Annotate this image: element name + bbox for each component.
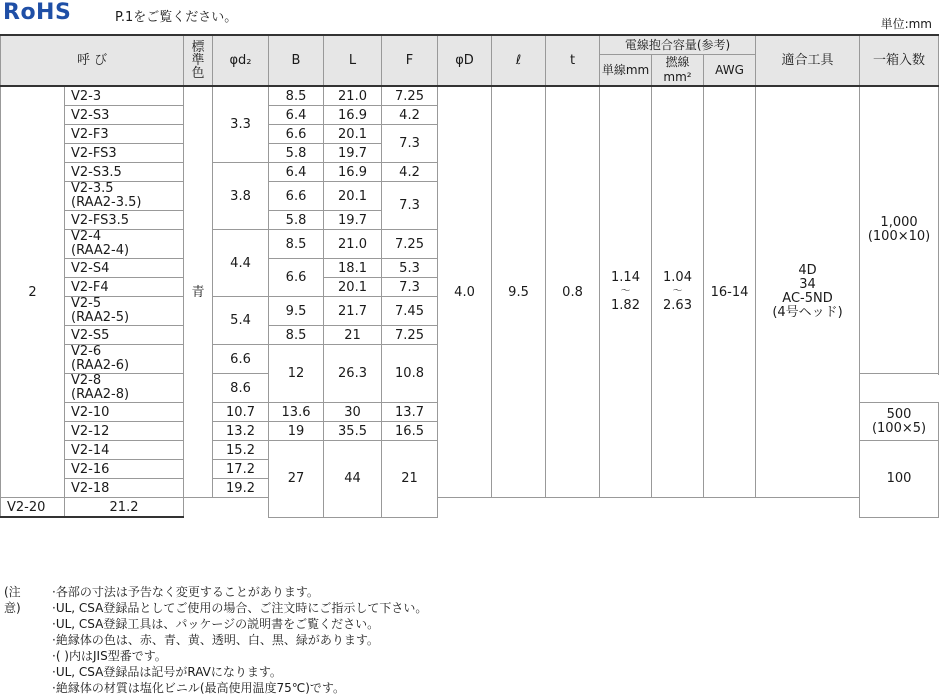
d2-cell: 4.4 [213, 230, 269, 297]
tool-line: (4号ヘッド) [772, 305, 843, 320]
d2-cell: 10.7 [213, 403, 269, 422]
qty-line: 1,000 [880, 215, 918, 230]
qty-100-cell: 100 [860, 441, 939, 518]
spec-table [0, 34, 939, 518]
b-cell: 8.5 [269, 326, 324, 345]
tool-line: AC-5ND [782, 291, 833, 306]
part-name: V2-18 [65, 479, 184, 498]
note-item: ·UL, CSA登録品は記号がRAVになります。 [52, 665, 282, 679]
l-cell: 16.9 [324, 106, 382, 125]
header-b: B [269, 35, 324, 86]
part-name: V2-S3.5 [65, 163, 184, 182]
header-phi-D: φD [438, 35, 492, 86]
qty-500-cell [860, 403, 939, 441]
table-row [1, 498, 939, 518]
d2-cell: 19.2 [213, 479, 269, 498]
color-cell: 青 [184, 86, 213, 498]
table-row [1, 86, 939, 106]
f-cell: 13.7 [382, 403, 438, 422]
part-name: V2-FS3 [65, 144, 184, 163]
part-name-jis: (RAA2-4) [71, 243, 130, 258]
header-l: L [324, 35, 382, 86]
header-ell: ℓ [492, 35, 546, 86]
header-std-color-text: 標準色 [191, 39, 205, 81]
d2-cell: 8.6 [213, 374, 269, 403]
single-range-cell [600, 86, 652, 498]
rohs-reference-note: P.1をご覧ください。 [115, 10, 238, 25]
b-cell: 8.5 [269, 230, 324, 259]
unit-label: 単位:mm [880, 17, 932, 31]
header-call: 呼 び [1, 35, 184, 86]
part-name [65, 182, 184, 211]
qty-line: 500 [886, 406, 912, 422]
header-tool: 適合工具 [756, 35, 860, 86]
part-name: V2-F4 [65, 278, 184, 297]
header-t: t [546, 35, 600, 86]
part-name-main: V2-8 [71, 373, 102, 388]
header-wire-range: 電線抱合容量(参考) [600, 35, 756, 55]
part-name: V2-14 [65, 441, 184, 460]
f-cell: 7.3 [382, 125, 438, 163]
b-cell: 6.6 [269, 125, 324, 144]
awg-cell: 16-14 [704, 86, 756, 498]
group-cell: 2 [1, 86, 65, 498]
part-name: V2-S3 [65, 106, 184, 125]
header-awg: AWG [704, 55, 756, 87]
l-cell: 16.9 [324, 163, 382, 182]
header-stranded: 撚線mm² [652, 55, 704, 87]
l-cell: 35.5 [324, 422, 382, 441]
f-cell: 4.2 [382, 163, 438, 182]
b-cell: 6.4 [269, 163, 324, 182]
l-cell: 21 [324, 326, 382, 345]
qty-1000-cell [860, 86, 939, 374]
header-f: F [382, 35, 438, 86]
b-cell: 6.4 [269, 106, 324, 125]
stranded-max: 2.63 [663, 298, 692, 313]
stranded-min: 1.04 [663, 270, 692, 285]
l-cell: 44 [324, 441, 382, 518]
part-name-main: V2-6 [71, 344, 102, 359]
f-cell: 5.3 [382, 259, 438, 278]
f-cell: 7.25 [382, 326, 438, 345]
part-name: V2-FS3.5 [65, 211, 184, 230]
f-cell: 10.8 [382, 345, 438, 403]
qty-line: (100×10) [867, 229, 931, 244]
f-cell: 7.25 [382, 230, 438, 259]
part-name-jis: (RAA2-3.5) [71, 195, 142, 210]
single-min: 1.14 [611, 270, 640, 285]
tool-line: 34 [799, 277, 816, 292]
note-item: ·UL, CSA登録工具は、パッケージの説明書をご覧ください。 [52, 617, 380, 631]
part-name-main: V2-3.5 [71, 181, 114, 196]
note-item: ·絶縁体の材質は塩化ビニル(最高使用温度75℃)です。 [52, 681, 345, 695]
b-cell: 13.6 [269, 403, 324, 422]
tilde-2: 〜 [672, 286, 683, 297]
d2-cell: 3.8 [213, 163, 269, 230]
f-cell: 7.45 [382, 297, 438, 326]
b-cell: 6.6 [269, 259, 324, 297]
f-cell: 7.25 [382, 86, 438, 106]
header-qty: 一箱入数 [860, 35, 939, 86]
l-cell: 20.1 [324, 278, 382, 297]
header-std-color [184, 35, 213, 86]
l-cell: 19.7 [324, 211, 382, 230]
f-cell: 16.5 [382, 422, 438, 441]
l-cell: 21.0 [324, 230, 382, 259]
part-name: V2-10 [65, 403, 184, 422]
b-cell: 5.8 [269, 144, 324, 163]
l-cell: 26.3 [324, 345, 382, 403]
d2-cell: 13.2 [213, 422, 269, 441]
header-phi-d2: φd₂ [213, 35, 269, 86]
l-cell: 30 [324, 403, 382, 422]
l-cell: 21.7 [324, 297, 382, 326]
single-max: 1.82 [611, 298, 640, 313]
f-cell: 7.3 [382, 182, 438, 230]
l-cell: 18.1 [324, 259, 382, 278]
b-cell: 19 [269, 422, 324, 441]
b-cell: 5.8 [269, 211, 324, 230]
l-cell: 21.0 [324, 86, 382, 106]
rohs-logo: RoHS [3, 0, 72, 25]
tool-cell [756, 86, 860, 498]
part-name [65, 374, 184, 403]
d2-cell: 5.4 [213, 297, 269, 345]
part-name: V2-S5 [65, 326, 184, 345]
part-name: V2-F3 [65, 125, 184, 144]
notes-list [52, 584, 652, 696]
d2-cell: 17.2 [213, 460, 269, 479]
d2-cell: 6.6 [213, 345, 269, 374]
part-name-main: V2-4 [71, 229, 102, 244]
part-name-jis: (RAA2-5) [71, 310, 130, 325]
note-item: ·( )内はJIS型番です。 [52, 649, 167, 663]
b-cell: 12 [269, 345, 324, 403]
part-name: V2-12 [65, 422, 184, 441]
note-item: ·UL, CSA登録品としてご使用の場合、ご注文時にご指示して下さい。 [52, 601, 428, 615]
b-cell: 8.5 [269, 86, 324, 106]
stranded-range-cell [652, 86, 704, 498]
t-cell: 0.8 [546, 86, 600, 498]
tool-line: 4D [798, 263, 817, 278]
f-cell: 21 [382, 441, 438, 518]
part-name [65, 230, 184, 259]
d2-cell: 21.2 [65, 498, 184, 518]
part-name: V2-3 [65, 86, 184, 106]
d2-cell: 15.2 [213, 441, 269, 460]
phi-D-cell: 4.0 [438, 86, 492, 498]
part-name: V2-20 [1, 498, 65, 518]
l-cell: 19.7 [324, 144, 382, 163]
notes-label: (注意) [4, 585, 21, 615]
tilde-1: 〜 [620, 286, 631, 297]
b-cell: 6.6 [269, 182, 324, 211]
ell-cell: 9.5 [492, 86, 546, 498]
b-cell: 27 [269, 441, 324, 518]
part-name [65, 345, 184, 374]
note-item: ·各部の寸法は予告なく変更することがあります。 [52, 585, 319, 599]
part-name-jis: (RAA2-6) [71, 358, 130, 373]
part-name [65, 297, 184, 326]
part-name-main: V2-5 [71, 296, 102, 311]
part-name-jis: (RAA2-8) [71, 387, 130, 402]
b-cell: 9.5 [269, 297, 324, 326]
l-cell: 20.1 [324, 125, 382, 144]
part-name: V2-S4 [65, 259, 184, 278]
note-item: ·絶縁体の色は、赤、青、黄、透明、白、黒、緑があります。 [52, 633, 379, 647]
f-cell: 4.2 [382, 106, 438, 125]
part-name: V2-16 [65, 460, 184, 479]
header-single: 単線mm [600, 55, 652, 87]
f-cell: 7.3 [382, 278, 438, 297]
qty-line: (100×5) [871, 420, 927, 436]
l-cell: 20.1 [324, 182, 382, 211]
d2-cell: 3.3 [213, 86, 269, 163]
